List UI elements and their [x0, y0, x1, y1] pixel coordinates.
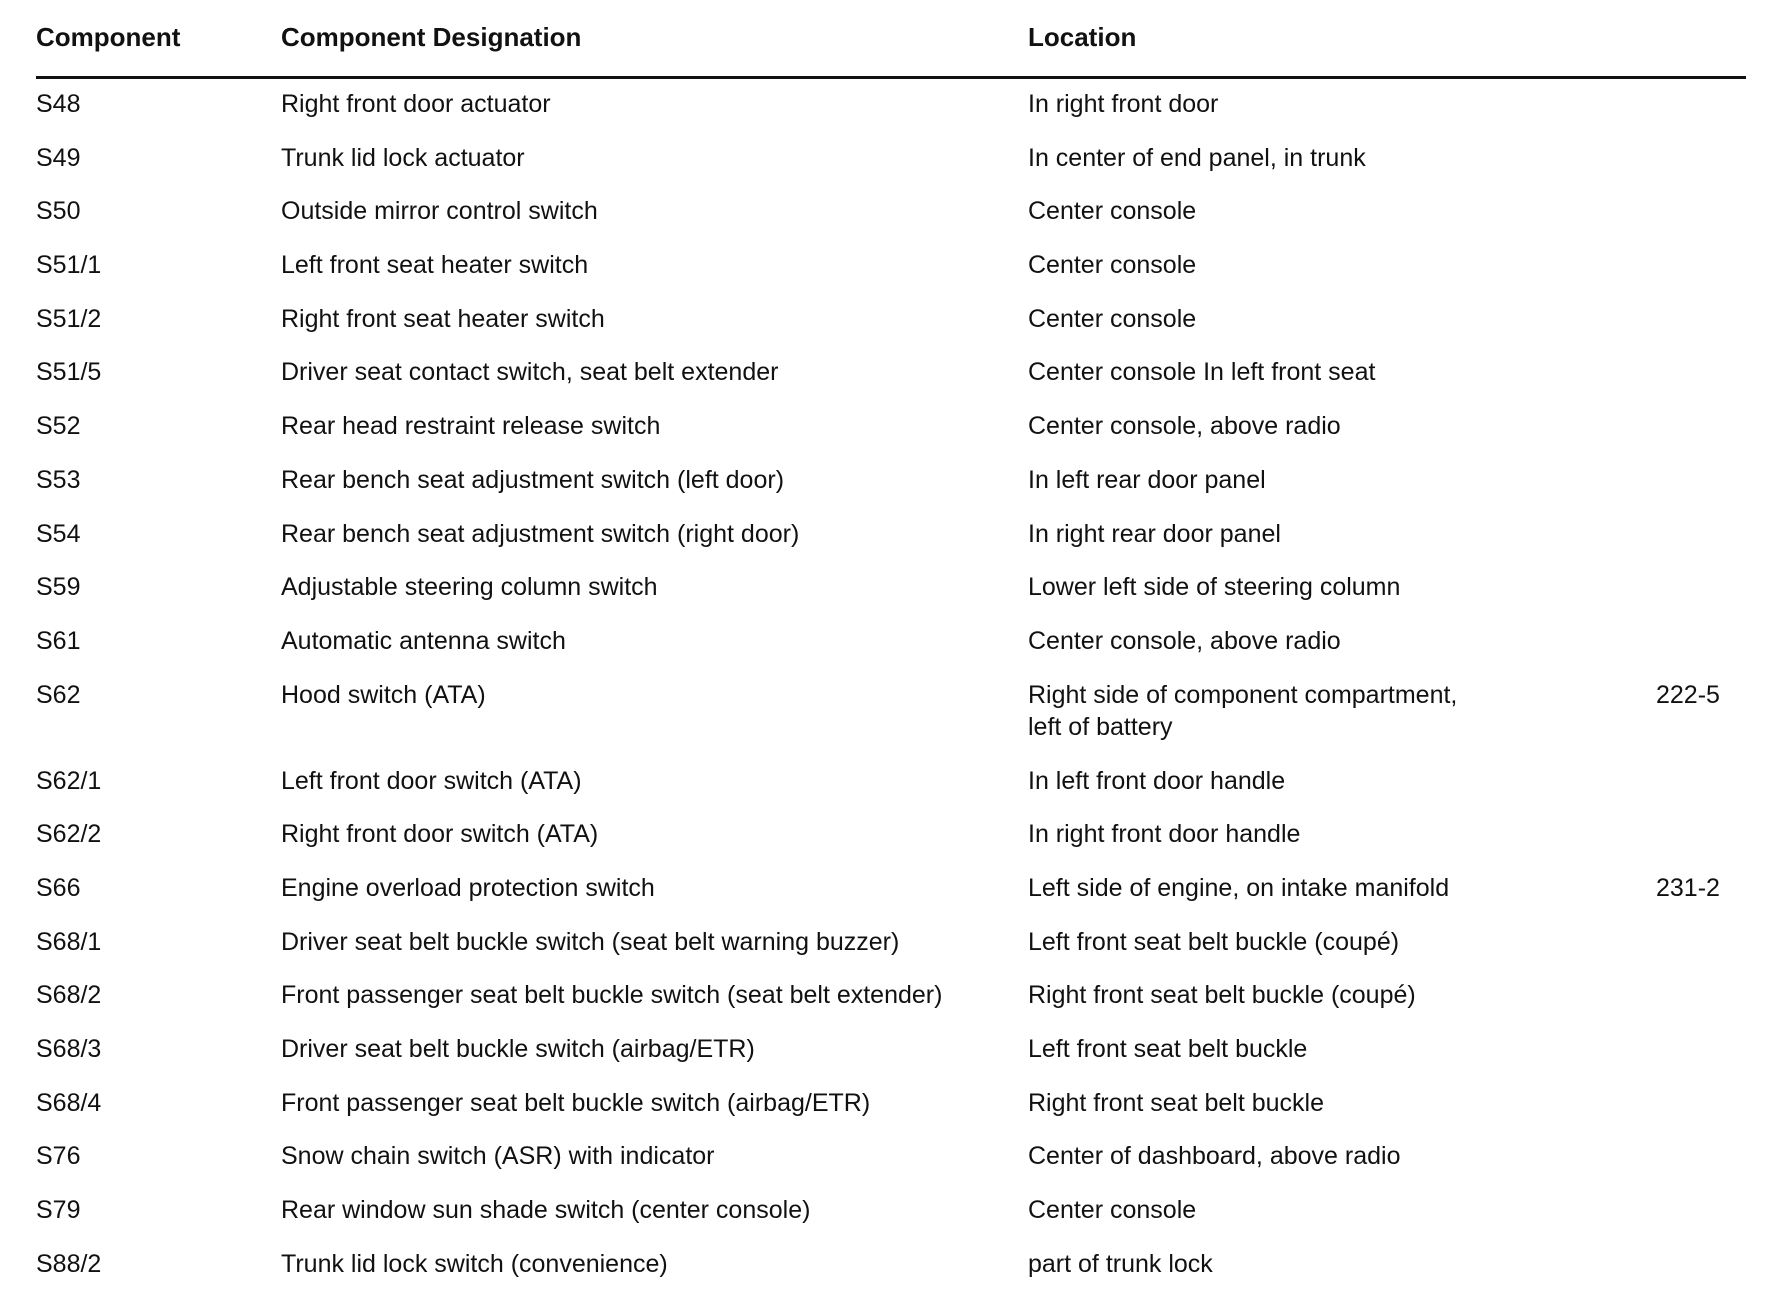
component-designation: Outside mirror control switch	[281, 197, 598, 226]
table-row	[36, 818, 1746, 872]
component-location	[1028, 1248, 1213, 1280]
component-id: S62/2	[36, 820, 102, 849]
component-id: S61	[36, 626, 81, 655]
table-row	[36, 571, 1746, 625]
component-designation: Driver seat belt buckle switch (airbag/ETR)	[281, 1035, 755, 1063]
component-location	[1028, 679, 1457, 743]
header-divider	[36, 76, 1746, 79]
component-id: S48	[36, 90, 81, 118]
location-line: Center console	[1028, 251, 1197, 280]
component-location	[1028, 464, 1266, 496]
component-designation: Rear head restraint release switch	[281, 412, 661, 441]
table-row	[36, 303, 1746, 357]
component-location	[1028, 926, 1399, 958]
component-designation: Trunk lid lock switch (convenience)	[281, 1249, 668, 1278]
table-row	[36, 464, 1746, 518]
component-designation: Front passenger seat belt buckle switch (airbag/ETR)	[281, 1088, 871, 1117]
table-row	[36, 1033, 1746, 1087]
component-designation: Right front seat heater switch	[281, 304, 605, 333]
location-line: Center console	[1028, 304, 1197, 333]
component-id: S53	[36, 465, 81, 494]
component-designation: Rear window sun shade switch (center console)	[281, 1196, 811, 1225]
component-id: S68/1	[36, 927, 102, 956]
location-line: Center console In left front seat	[1028, 358, 1376, 387]
table-row	[36, 249, 1746, 303]
location-line: Right front seat belt buckle (coupé)	[1028, 981, 1416, 1010]
column-header-component: Component	[36, 22, 181, 52]
location-line: In right rear door panel	[1028, 519, 1281, 548]
component-id: S66	[36, 873, 81, 902]
location-line: Lower left side of steering column	[1028, 573, 1401, 602]
location-line: Center of dashboard, above radio	[1028, 1142, 1401, 1171]
component-location	[1028, 518, 1281, 550]
component-designation: Adjustable steering column switch	[281, 573, 658, 602]
component-id: S79	[36, 1196, 81, 1225]
component-location	[1028, 195, 1196, 227]
column-header-location: Location	[1028, 22, 1137, 52]
component-designation: Right front door actuator	[281, 90, 551, 118]
component-id: S68/4	[36, 1088, 102, 1117]
location-line: Left side of engine, on intake manifold	[1028, 873, 1450, 902]
column-header-designation: Component Designation	[281, 22, 582, 52]
component-id: S51/5	[36, 358, 102, 387]
component-id: S54	[36, 519, 81, 548]
table-row	[36, 518, 1746, 572]
reference-number: 231-2	[1656, 873, 1720, 902]
table-body	[36, 88, 1746, 1301]
table-row	[36, 1087, 1746, 1141]
component-location	[1028, 571, 1400, 603]
component-designation: Left front seat heater switch	[281, 251, 589, 280]
component-id: S52	[36, 412, 81, 441]
table-row	[36, 142, 1746, 196]
component-id: S68/3	[36, 1035, 102, 1063]
component-id: S50	[36, 197, 81, 226]
component-id: S62/1	[36, 766, 102, 795]
component-designation: Front passenger seat belt buckle switch (seat belt extender)	[281, 981, 943, 1010]
table-row	[36, 1248, 1746, 1302]
component-id: S51/1	[36, 251, 102, 280]
component-designation: Left front door switch (ATA)	[281, 766, 582, 795]
component-designation: Trunk lid lock actuator	[281, 143, 525, 172]
table-row	[36, 872, 1746, 926]
location-line: In left rear door panel	[1028, 465, 1266, 494]
location-line: left of battery	[1028, 712, 1173, 741]
component-location	[1028, 303, 1196, 335]
component-designation: Rear bench seat adjustment switch (right door)	[281, 519, 800, 548]
component-location	[1028, 1140, 1400, 1172]
component-location	[1028, 410, 1341, 442]
location-line: Left front seat belt buckle (coupé)	[1028, 927, 1400, 956]
reference-number: 222-5	[1656, 680, 1720, 709]
component-location	[1028, 765, 1285, 797]
component-location	[1028, 1087, 1324, 1119]
component-id: S68/2	[36, 981, 102, 1010]
component-location	[1028, 979, 1416, 1011]
component-designation: Driver seat contact switch, seat belt extender	[281, 358, 779, 387]
location-line: Right front seat belt buckle	[1028, 1088, 1324, 1117]
component-id: S49	[36, 143, 81, 172]
component-designation: Snow chain switch (ASR) with indicator	[281, 1142, 715, 1171]
component-designation: Right front door switch (ATA)	[281, 820, 599, 849]
component-location	[1028, 1033, 1307, 1065]
table-row	[36, 926, 1746, 980]
component-id: S88/2	[36, 1249, 102, 1278]
component-location	[1028, 249, 1196, 281]
component-location	[1028, 356, 1375, 388]
component-designation: Engine overload protection switch	[281, 873, 655, 902]
component-id: S59	[36, 573, 81, 602]
table-row	[36, 1194, 1746, 1248]
table-row	[36, 88, 1746, 142]
component-location	[1028, 88, 1218, 120]
table-row	[36, 410, 1746, 464]
component-location	[1028, 625, 1341, 657]
location-line: Center console, above radio	[1028, 626, 1341, 655]
component-designation: Rear bench seat adjustment switch (left door)	[281, 465, 785, 494]
table-row	[36, 356, 1746, 410]
location-line: Left front seat belt buckle	[1028, 1035, 1308, 1063]
location-line: In right front door handle	[1028, 820, 1301, 849]
component-location	[1028, 142, 1366, 174]
table-row	[36, 679, 1746, 765]
component-designation: Driver seat belt buckle switch (seat belt warning buzzer)	[281, 927, 900, 956]
component-table	[36, 0, 1746, 1312]
component-id: S62	[36, 680, 81, 709]
location-line: Center console	[1028, 197, 1197, 226]
component-location	[1028, 872, 1449, 904]
component-location	[1028, 818, 1300, 850]
component-id: S76	[36, 1142, 81, 1171]
location-line: Center console, above radio	[1028, 412, 1341, 441]
location-line: Right side of component compartment,	[1028, 680, 1458, 709]
table-row	[36, 195, 1746, 249]
component-id: S51/2	[36, 304, 102, 333]
location-line: In center of end panel, in trunk	[1028, 143, 1366, 172]
table-row	[36, 1140, 1746, 1194]
component-designation: Automatic antenna switch	[281, 626, 566, 655]
location-line: Center console	[1028, 1196, 1197, 1225]
table-header	[36, 22, 1746, 62]
component-location	[1028, 1194, 1196, 1226]
table-row	[36, 979, 1746, 1033]
location-line: In left front door handle	[1028, 766, 1286, 795]
location-line: part of trunk lock	[1028, 1249, 1213, 1278]
table-row	[36, 765, 1746, 819]
location-line: In right front door	[1028, 90, 1219, 118]
table-row	[36, 625, 1746, 679]
component-designation: Hood switch (ATA)	[281, 680, 486, 709]
